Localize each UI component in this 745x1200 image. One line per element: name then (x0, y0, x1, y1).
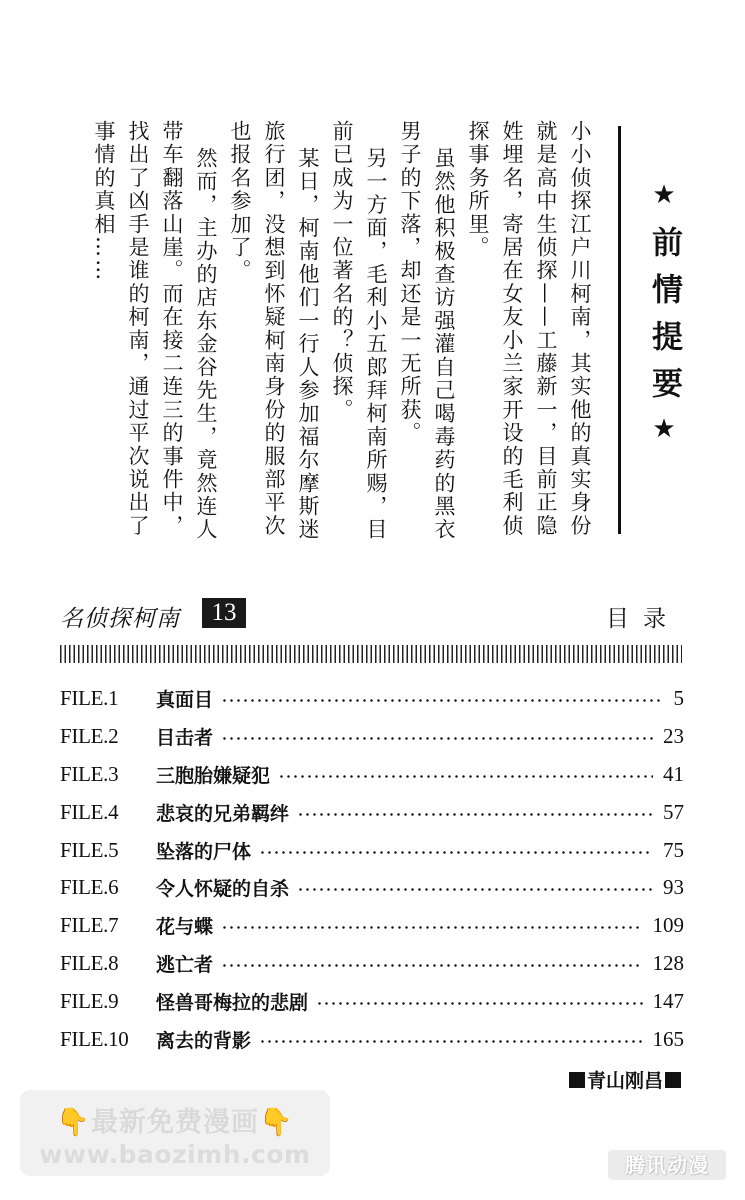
page-number: 128 (652, 950, 684, 975)
author-credit (567, 1066, 683, 1093)
pointing-hand-icon: 👇 (259, 1107, 294, 1138)
file-number: FILE.3 (60, 761, 119, 786)
chapter-title: 怪兽哥梅拉的悲剧 (156, 991, 309, 1014)
file-number: FILE.8 (60, 950, 119, 975)
toc-header (60, 598, 682, 632)
chapter-title: 逃亡者 (156, 953, 214, 976)
file-number: FILE.6 (60, 875, 119, 900)
chapter-title: 真面目 (156, 689, 214, 712)
chapter-title: 令人怀疑的自杀 (156, 878, 290, 901)
file-number: FILE.2 (60, 724, 119, 749)
watermark-tagline (20, 1100, 330, 1139)
file-number: FILE.9 (60, 988, 119, 1013)
toc-entry[interactable] (60, 756, 684, 794)
publisher-logo: 腾讯动漫 (608, 1150, 726, 1180)
toc-entry[interactable] (60, 907, 684, 945)
synopsis-paragraph-5: 然而，主办的店东金谷先生，竟然连人带车翻落山崖。而在接二连三的事件中，找出了凶手是谁的柯南，通过平次说出了事情的真相…… (92, 120, 218, 542)
pointing-hand-icon: 👇 (56, 1107, 91, 1138)
dot-leader (297, 813, 653, 816)
page-number: 57 (663, 799, 684, 824)
toc-entry[interactable] (60, 869, 684, 907)
page-number: 165 (652, 1026, 684, 1051)
dot-leader (259, 1040, 642, 1043)
toc-entry[interactable] (60, 718, 684, 756)
volume-badge: 13 (202, 598, 246, 628)
series-title: 名侦探柯南 (60, 606, 180, 632)
dot-leader (221, 699, 663, 702)
dot-leader (221, 926, 642, 929)
square-icon (665, 1072, 681, 1088)
chapter-title: 花与蝶 (156, 916, 214, 939)
page-number: 5 (673, 686, 684, 711)
file-number: FILE.4 (60, 799, 119, 824)
chapter-title: 离去的背影 (156, 1029, 252, 1052)
chapter-title: 坠落的尸体 (156, 840, 252, 863)
page-number: 109 (652, 913, 684, 938)
file-number: FILE.1 (60, 686, 119, 711)
dot-leader (316, 1002, 642, 1005)
file-number: FILE.5 (60, 837, 119, 862)
file-number: FILE.10 (60, 1026, 129, 1051)
star-icon: ★ (649, 180, 679, 226)
vertical-divider (618, 126, 621, 534)
dot-leader (259, 851, 653, 854)
file-number: FILE.7 (60, 913, 119, 938)
dot-leader (278, 775, 653, 778)
dot-leader (221, 737, 653, 740)
toc-entry[interactable] (60, 831, 684, 869)
toc-entry[interactable] (60, 982, 684, 1020)
chapter-title: 悲哀的兄弟羁绊 (156, 802, 290, 825)
site-watermark (20, 1090, 330, 1176)
star-icon: ★ (649, 414, 679, 460)
chapter-title: 三胞胎嫌疑犯 (156, 764, 271, 787)
barcode-divider (60, 645, 682, 663)
synopsis-text (77, 120, 597, 560)
synopsis-heading-label: 前情提要 (646, 226, 682, 414)
toc-entry[interactable] (60, 945, 684, 983)
page-number: 41 (663, 761, 684, 786)
toc-entry[interactable] (60, 793, 684, 831)
chapter-title: 目击者 (156, 727, 214, 750)
author-name: 青山刚昌 (586, 1070, 663, 1092)
page-number: 93 (663, 875, 684, 900)
dot-leader (297, 888, 653, 891)
toc-entry[interactable] (60, 1020, 684, 1058)
square-icon (569, 1072, 585, 1088)
watermark-url: www.baozimh.com (39, 1140, 311, 1169)
contents-label: 目录 (606, 606, 680, 632)
synopsis-paragraph-3: 另一方面，毛利小五郎拜柯南所赐，目前已成为一位著名的？侦探。 (330, 120, 388, 542)
synopsis-paragraph-1: 小小侦探江户川柯南，其实他的真实身份就是高中生侦探——工藤新一，目前正隐姓埋名，寄居在女友小兰家开设的毛利侦探事务所里。 (466, 120, 592, 538)
page-number: 75 (663, 837, 684, 862)
page-number: 23 (663, 724, 684, 749)
synopsis-heading (640, 180, 688, 460)
watermark-text: 最新免费漫画 (91, 1107, 259, 1138)
synopsis-paragraph-2: 虽然他积极查访强灌自己喝毒药的黑衣男子的下落，却还是一无所获。 (398, 120, 456, 542)
dot-leader (221, 964, 642, 967)
synopsis-paragraph-4: 某日，柯南他们一行人参加福尔摩斯迷旅行团，没想到怀疑柯南身份的服部平次也报名参加了。 (228, 120, 320, 542)
toc-entry[interactable] (60, 680, 684, 718)
page-number: 147 (652, 988, 684, 1013)
table-of-contents (60, 680, 684, 1058)
